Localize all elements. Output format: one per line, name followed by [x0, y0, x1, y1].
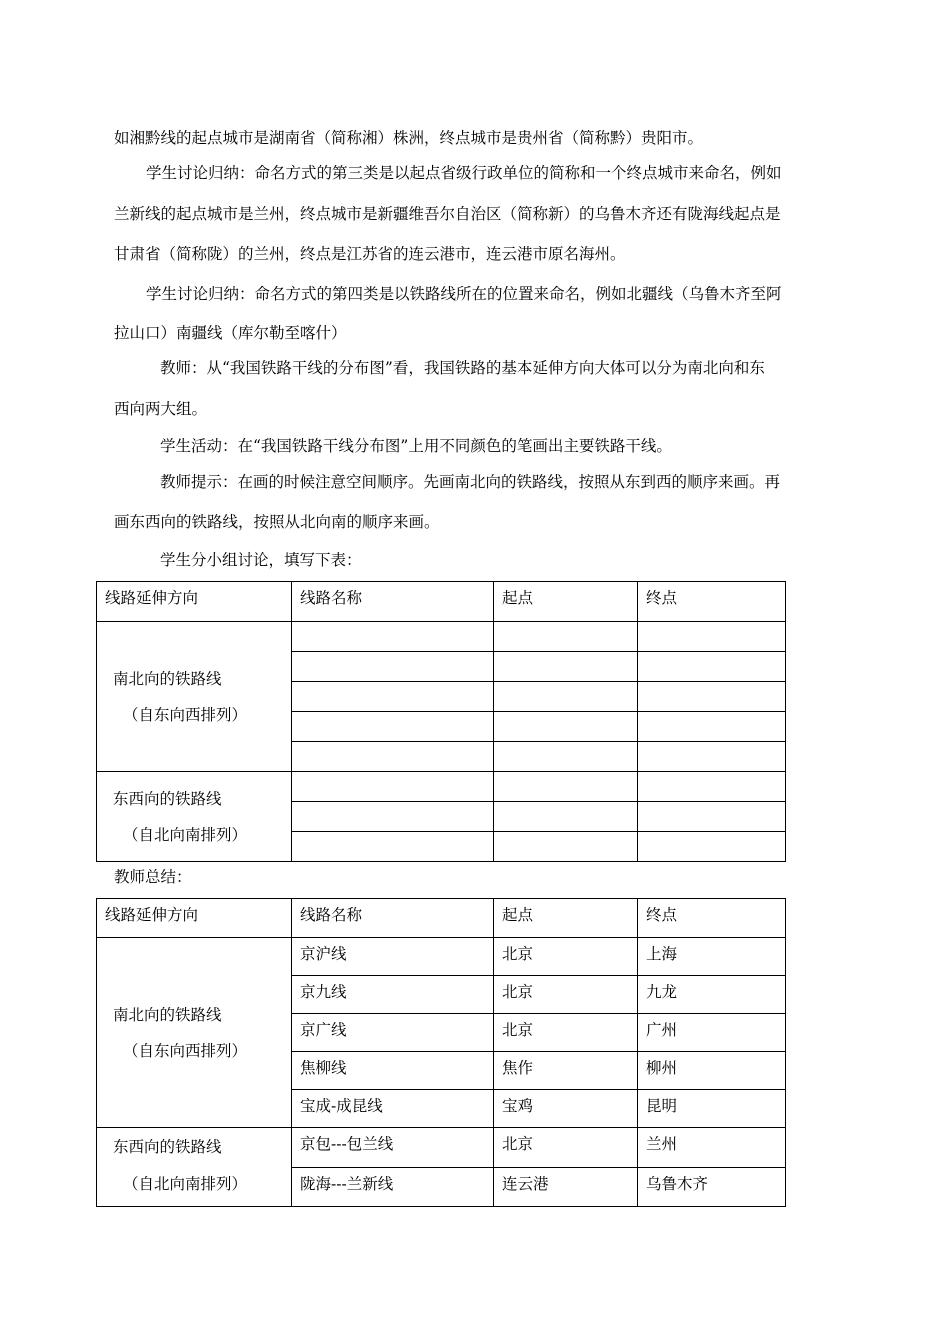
line-name: 宝成-成昆线	[292, 1090, 494, 1128]
line-end: 乌鲁木齐	[638, 1167, 786, 1207]
line-start: 焦作	[494, 1052, 638, 1090]
line-end: 柳州	[638, 1052, 786, 1090]
paragraph-10: 教师提示：在画的时候注意空间顺序。先画南北向的铁路线，按照从东到西的顺序来画。再	[160, 473, 781, 491]
line-name: 陇海---兰新线	[292, 1167, 494, 1207]
header-end: 终点	[638, 582, 786, 622]
group-north-south	[97, 938, 292, 1128]
blank-cell[interactable]	[494, 712, 638, 742]
paragraph-6: 拉山口）南疆线（库尔勒至喀什）	[114, 324, 347, 342]
header-end: 终点	[638, 899, 786, 938]
group-ns-label: 南北向的铁路线	[113, 669, 222, 688]
line-name: 京广线	[292, 1014, 494, 1052]
blank-cell[interactable]	[292, 772, 494, 802]
group-ns-order: （自东向西排列）	[123, 705, 248, 724]
blank-cell[interactable]	[292, 742, 494, 772]
header-start: 起点	[494, 899, 638, 938]
table-row	[97, 772, 786, 802]
paragraph-5: 学生讨论归纳：命名方式的第四类是以铁路线所在的位置来命名，例如北疆线（乌鲁木齐至阿	[146, 285, 782, 303]
summary-railway-table	[96, 898, 786, 1207]
paragraph-1: 如湘黔线的起点城市是湖南省（简称湘）株洲，终点城市是贵州省（简称黔）贵阳市。	[114, 129, 704, 147]
blank-cell[interactable]	[638, 622, 786, 652]
paragraph-8: 西向两大组。	[114, 400, 208, 418]
line-end: 兰州	[638, 1128, 786, 1168]
blank-cell[interactable]	[494, 682, 638, 712]
paragraph-4: 甘肃省（简称陇）的兰州，终点是江苏省的连云港市，连云港市原名海州。	[114, 245, 626, 263]
blank-cell[interactable]	[638, 772, 786, 802]
blank-cell[interactable]	[494, 772, 638, 802]
header-direction: 线路延伸方向	[97, 899, 292, 938]
line-start: 连云港	[494, 1167, 638, 1207]
line-start: 北京	[494, 1128, 638, 1168]
line-end: 昆明	[638, 1090, 786, 1128]
paragraph-12: 学生分小组讨论，填写下表：	[160, 551, 362, 569]
table-header-row	[97, 899, 786, 938]
group-north-south	[97, 622, 292, 772]
table-header-row	[97, 582, 786, 622]
blank-cell[interactable]	[494, 742, 638, 772]
group-east-west	[97, 1128, 292, 1207]
header-start: 起点	[494, 582, 638, 622]
blank-railway-table	[96, 581, 786, 862]
summary-label: 教师总结：	[114, 868, 192, 886]
blank-cell[interactable]	[292, 682, 494, 712]
line-start: 北京	[494, 976, 638, 1014]
group-ew-order: （自北向南排列）	[123, 1175, 248, 1193]
line-name: 京沪线	[292, 938, 494, 976]
header-line-name: 线路名称	[292, 582, 494, 622]
blank-cell[interactable]	[638, 832, 786, 862]
blank-cell[interactable]	[638, 712, 786, 742]
header-direction: 线路延伸方向	[97, 582, 292, 622]
paragraph-2: 学生讨论归纳：命名方式的第三类是以起点省级行政单位的简称和一个终点城市来命名，例如	[146, 164, 782, 182]
table-row	[97, 622, 786, 652]
header-line-name: 线路名称	[292, 899, 494, 938]
blank-cell[interactable]	[494, 802, 638, 832]
blank-cell[interactable]	[494, 832, 638, 862]
line-start: 宝鸡	[494, 1090, 638, 1128]
paragraph-9: 学生活动：在“我国铁路干线分布图”上用不同颜色的笔画出主要铁路干线。	[160, 437, 672, 455]
table-row	[97, 938, 786, 976]
line-start: 北京	[494, 938, 638, 976]
paragraph-3: 兰新线的起点城市是兰州，终点城市是新疆维吾尔自治区（简称新）的乌鲁木齐还有陇海线起点是	[114, 205, 781, 223]
line-name: 京九线	[292, 976, 494, 1014]
group-ew-label: 东西向的铁路线	[113, 789, 222, 808]
group-ew-label: 东西向的铁路线	[113, 1138, 222, 1156]
group-east-west	[97, 772, 292, 862]
blank-cell[interactable]	[638, 802, 786, 832]
paragraph-11: 画东西向的铁路线，按照从北向南的顺序来画。	[114, 513, 440, 531]
line-end: 广州	[638, 1014, 786, 1052]
blank-cell[interactable]	[292, 832, 494, 862]
blank-cell[interactable]	[292, 652, 494, 682]
line-start: 北京	[494, 1014, 638, 1052]
group-ns-label: 南北向的铁路线	[113, 1005, 222, 1024]
blank-cell[interactable]	[292, 802, 494, 832]
group-ns-order: （自东向西排列）	[123, 1041, 248, 1060]
table-row	[97, 1128, 786, 1168]
blank-cell[interactable]	[638, 682, 786, 712]
blank-cell[interactable]	[494, 652, 638, 682]
line-name: 焦柳线	[292, 1052, 494, 1090]
blank-cell[interactable]	[638, 652, 786, 682]
line-name: 京包---包兰线	[292, 1128, 494, 1168]
blank-cell[interactable]	[292, 622, 494, 652]
blank-cell[interactable]	[494, 622, 638, 652]
line-end: 上海	[638, 938, 786, 976]
blank-cell[interactable]	[292, 712, 494, 742]
line-end: 九龙	[638, 976, 786, 1014]
paragraph-7: 教师：从“我国铁路干线的分布图”看，我国铁路的基本延伸方向大体可以分为南北向和东	[160, 359, 765, 377]
group-ew-order: （自北向南排列）	[123, 825, 248, 844]
blank-cell[interactable]	[638, 742, 786, 772]
